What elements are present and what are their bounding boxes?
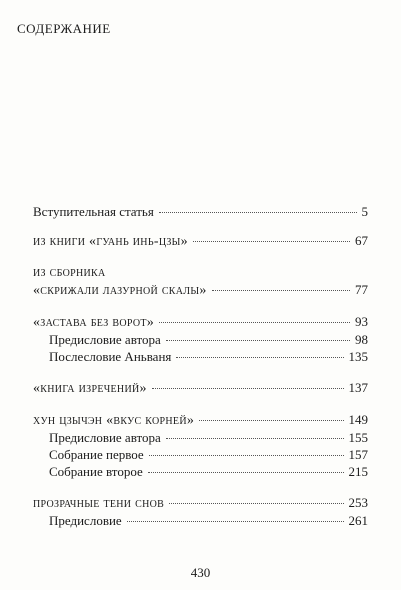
toc-entry[interactable]: [33, 313, 368, 331]
toc-subentry-title: Послесловие Аньваня: [49, 349, 172, 364]
dot-leader: [149, 455, 344, 456]
toc-entry-title: «застава без ворот»: [33, 315, 155, 330]
dot-leader: [176, 357, 343, 358]
toc-group-zastava: [33, 313, 368, 365]
dot-leader: [193, 241, 350, 242]
toc-entry-title-line1: из сборника: [33, 265, 106, 280]
toc-group-intro: [33, 203, 368, 220]
toc-subentry[interactable]: [33, 512, 368, 529]
dot-leader: [166, 438, 344, 439]
toc-entry-page: 77: [355, 282, 368, 297]
toc-group-hun: [33, 411, 368, 480]
toc-subentry-page: 157: [348, 447, 368, 462]
dot-leader: [199, 420, 343, 421]
toc-entry[interactable]: [33, 411, 368, 429]
dot-leader: [166, 340, 350, 341]
dot-leader: [127, 521, 344, 522]
dot-leader: [159, 212, 357, 213]
toc-entry-page: 253: [348, 495, 368, 510]
toc-subentry[interactable]: [33, 463, 368, 480]
dot-leader: [169, 503, 343, 504]
toc-subentry-page: 215: [348, 464, 368, 479]
toc-entry[interactable]: [33, 203, 368, 220]
toc-subentry-title: Предисловие автора: [49, 332, 161, 347]
toc-entry-title: из книги «гуань инь-цзы»: [33, 234, 188, 249]
dot-leader: [148, 472, 344, 473]
toc-entry[interactable]: [33, 281, 368, 299]
toc-group-kniga: [33, 379, 368, 397]
toc-entry-page: 93: [355, 314, 368, 329]
toc-subentry-title: Предисловие автора: [49, 430, 161, 445]
toc-group-guan: [33, 232, 368, 250]
dot-leader: [159, 322, 350, 323]
page-number: 430: [190, 565, 211, 580]
toc-entry-title: «книга изречений»: [33, 381, 147, 396]
page-title: содержание: [17, 17, 111, 38]
toc-entry-page: 67: [355, 233, 368, 248]
toc-subentry-page: 135: [348, 349, 368, 364]
toc-subentry[interactable]: [33, 446, 368, 463]
toc-entry-title: Вступительная статья: [33, 204, 154, 219]
toc-subentry-title: Собрание второе: [49, 464, 143, 479]
toc-subentry[interactable]: [33, 348, 368, 365]
toc-subentry[interactable]: [33, 331, 368, 348]
toc-entry-title: прозрачные тени снов: [33, 496, 165, 511]
toc-subentry-title: Предисловие: [49, 513, 122, 528]
dot-leader: [212, 290, 350, 291]
toc-group-teni: [33, 494, 368, 529]
toc-subentry-page: 155: [348, 430, 368, 445]
toc-subentry-title: Собрание первое: [49, 447, 144, 462]
toc-entry[interactable]: [33, 494, 368, 512]
table-of-contents: [33, 203, 368, 543]
toc-subentry-page: 261: [348, 513, 368, 528]
toc-subentry-page: 98: [355, 332, 368, 347]
toc-subentry[interactable]: [33, 429, 368, 446]
toc-entry-page: 137: [348, 380, 368, 395]
toc-entry-page: 149: [348, 412, 368, 427]
toc-entry[interactable]: [33, 232, 368, 250]
toc-entry-title: «скрижали лазурной скалы»: [33, 283, 207, 298]
toc-entry-title: хун цзычэн «вкус корней»: [33, 413, 195, 428]
toc-entry-page: 5: [361, 204, 368, 219]
toc-entry[interactable]: [33, 379, 368, 397]
toc-group-skrizhali: [33, 264, 368, 299]
dot-leader: [152, 388, 344, 389]
